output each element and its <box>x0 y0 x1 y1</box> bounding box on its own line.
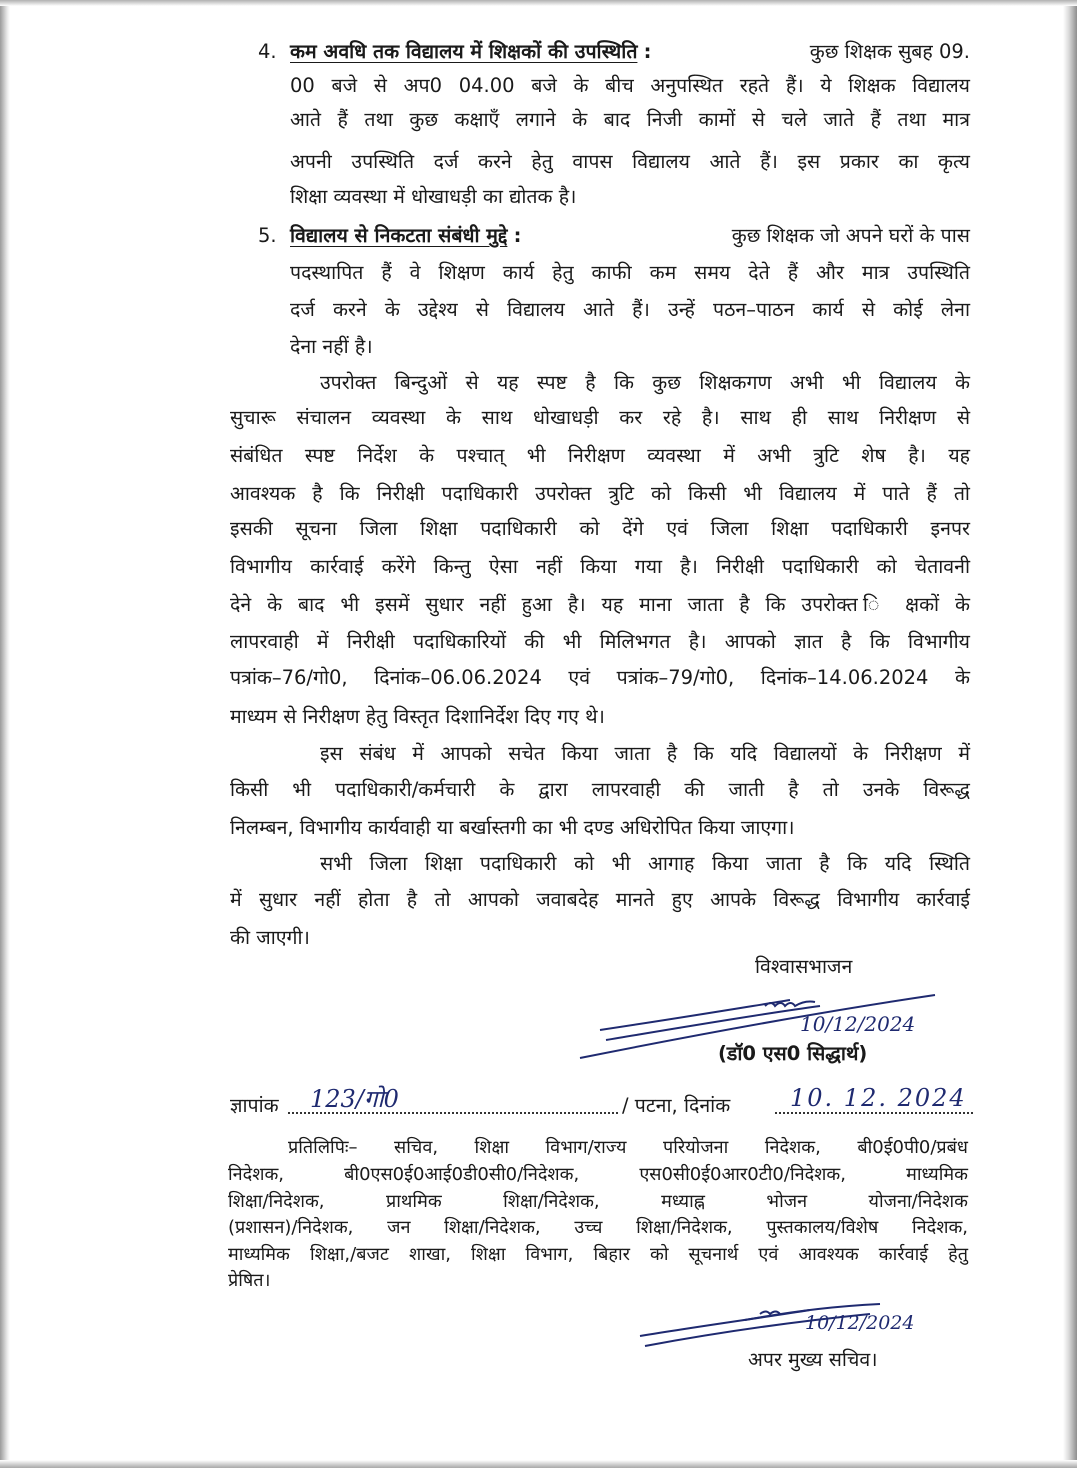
para3-line: की जाएगी। <box>230 926 310 949</box>
memo-number: 123/गो0 <box>310 1085 399 1113</box>
item-5-line-4: देना नहीं है। <box>290 335 373 358</box>
copy-to-line: (प्रशासन)/निदेशक, जन शिक्षा/निदेशक, उच्च शिक्षा/निदेशक, पुस्तकालय/विशेष निदेशक, <box>228 1217 968 1238</box>
memo-date-dotted-line <box>775 1112 973 1114</box>
para1-line: माध्यम से निरीक्षण हेतु विस्तृत दिशानिर्देश दिए गए थे। <box>230 705 605 728</box>
para1-line: आवश्यक है कि निरीक्षी पदाधिकारी उपरोक्त त्रुटि को किसी भी विद्यालय में पाते हैं तो <box>230 482 970 505</box>
copy-to-line: प्रेषित। <box>228 1270 271 1291</box>
item-4-number: 4. <box>258 40 277 63</box>
para1-line: लापरवाही में निरीक्षी पदाधिकारियों की भी मिलिभगत है। आपको ज्ञात है कि विभागीय <box>230 630 970 653</box>
para1-line: देने के बाद भी इसमें सुधार नहीं हुआ है। यह माना जाता है कि उपरोक्त ि क्षकों के <box>230 593 970 616</box>
copy-to-line: माध्यमिक शिक्षा,/बजट शाखा, शिक्षा विभाग, बिहार को सूचनार्थ एवं आवश्यक कार्रवाई हेतु <box>228 1244 968 1265</box>
copy-to-line: शिक्षा/निदेशक, प्राथमिक शिक्षा/निदेशक, मध्याह्न भोजन योजना/निदेशक <box>228 1191 968 1212</box>
final-designation: अपर मुख्य सचिव। <box>748 1348 878 1371</box>
memo-date: 10. 12. 2024 <box>790 1084 967 1112</box>
item-4-colon: : <box>643 40 652 63</box>
item-5-line-1: कुछ शिक्षक जो अपने घरों के पास <box>731 224 970 247</box>
item-4-heading: कम अवधि तक विद्यालय में शिक्षकों की उपस्थिति <box>290 40 638 63</box>
item-4-line-4: अपनी उपस्थिति दर्ज करने हेतु वापस विद्यालय आते हैं। इस प्रकार का कृत्य <box>290 150 970 173</box>
copy-to-line: प्रतिलिपिः– सचिव, शिक्षा विभाग/राज्य परियोजना निदेशक, बी0ई0पी0/प्रबंध <box>288 1137 968 1158</box>
para1-line: सुचारू संचालन व्यवस्था के साथ धोखाधड़ी कर रहे है। साथ ही साथ निरीक्षण से <box>230 406 970 429</box>
item-5-line-2: पदस्थापित हैं वे शिक्षण कार्य हेतु काफी कम समय देते हैं और मात्र उपस्थिति <box>290 261 970 284</box>
para1-line: उपरोक्त बिन्दुओं से यह स्पष्ट है कि कुछ शिक्षकगण अभी भी विद्यालय के <box>320 371 970 394</box>
item-5-heading: विद्यालय से निकटता संबंधी मुद्दे <box>290 224 508 247</box>
para1-line: संबंधित स्पष्ट निर्देश के पश्चात् भी निरीक्षण व्यवस्था में अभी त्रुटि शेष है। यह <box>230 444 970 467</box>
item-5-line-3: दर्ज करने के उद्देश्य से विद्यालय आते हैं। उन्हें पठन–पाठन कार्य से कोई लेना <box>290 298 970 321</box>
para2-line: इस संबंध में आपको सचेत किया जाता है कि यदि विद्यालयों के निरीक्षण में <box>320 742 970 765</box>
memo-place-date-label: / पटना, दिनांक <box>622 1094 731 1117</box>
copy-to-line: निदेशक, बी0एस0ई0आई0डी0सी0/निदेशक, एस0सी0ई0आर0टी0/निदेशक, माध्यमिक <box>228 1164 968 1185</box>
item-5-colon: : <box>513 224 522 247</box>
para3-line: सभी जिला शिक्षा पदाधिकारी को भी आगाह किया जाता है कि यदि स्थिति <box>320 852 970 875</box>
para1-line: विभागीय कार्रवाई करेंगे किन्तु ऐसा नहीं किया गया है। निरीक्षी पदाधिकारी को चेतावनी <box>230 555 970 578</box>
salutation: विश्वासभाजन <box>755 955 853 978</box>
para2-line: निलम्बन, विभागीय कार्यवाही या बर्खास्तगी का भी दण्ड अधिरोपित किया जाएगा। <box>230 816 795 839</box>
para3-line: में सुधार नहीं होता है तो आपको जवाबदेह मानते हुए आपके विरूद्ध विभागीय कार्रवाई <box>230 888 970 911</box>
item-4-line-5: शिक्षा व्यवस्था में धोखाधड़ी का द्योतक है। <box>290 185 577 208</box>
para1-line: इसकी सूचना जिला शिक्षा पदाधिकारी को देंगे एवं जिला शिक्षा पदाधिकारी इनपर <box>230 517 970 540</box>
final-signature-date: 10/12/2024 <box>805 1312 915 1334</box>
para2-line: किसी भी पदाधिकारी/कर्मचारी के द्वारा लापरवाही की जाती है तो उनके विरूद्ध <box>230 778 970 801</box>
item-5-number: 5. <box>258 224 277 247</box>
para1-line: पत्रांक–76/गो0, दिनांक–06.06.2024 एवं पत्रांक–79/गो0, दिनांक–14.06.2024 के <box>230 666 970 689</box>
signatory-name: (डॉ0 एस0 सिद्धार्थ) <box>718 1042 868 1065</box>
item-4-line-3: आते हैं तथा कुछ कक्षाएँ लगाने के बाद निजी कामों से चले जाते हैं तथा मात्र <box>290 108 970 131</box>
signature-date: 10/12/2024 <box>800 1012 916 1036</box>
item-4-line-2: 00 बजे से अप0 04.00 बजे के बीच अनुपस्थित रहते हैं। ये शिक्षक विद्यालय <box>290 74 970 97</box>
memo-label: ज्ञापांक <box>230 1094 279 1117</box>
item-4-line-1: कुछ शिक्षक सुबह 09. <box>809 40 970 63</box>
